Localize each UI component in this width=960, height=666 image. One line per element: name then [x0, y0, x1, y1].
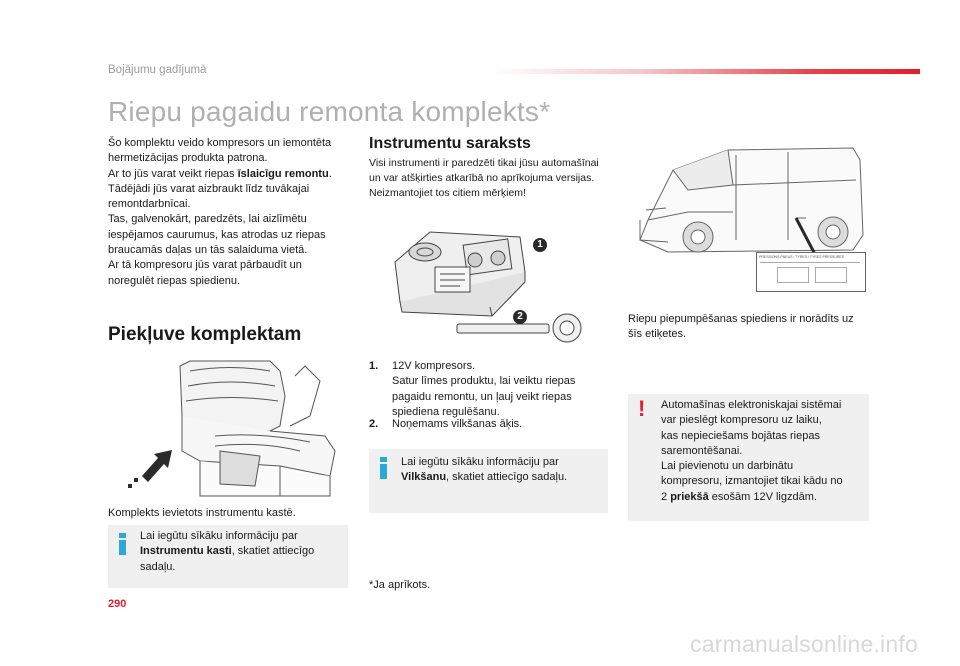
warning-note: [628, 394, 869, 521]
header-accent-line: [490, 69, 920, 74]
intro-paragraph: [108, 136, 348, 289]
footnote: *Ja aprīkots.: [369, 579, 431, 591]
tools-description: [369, 156, 609, 201]
intro-line: Tādējādi jūs varat aizbraukt līdz tuvākajai: [108, 182, 310, 195]
warning-line: Lai pievienotu un darbinātu: [661, 460, 794, 473]
note-line[interactable]: Instrumentu kasti, skatiet attiecīgo: [140, 545, 315, 558]
note-line: Lai iegūtu sīkāku informāciju par: [401, 456, 559, 468]
note-line: sadaļu.: [140, 560, 176, 573]
intro-line: iespējamos caurumus, kas atrodas uz riepas: [108, 228, 326, 241]
warning-line: Automašīnas elektroniskajai sistēmai: [661, 399, 842, 411]
access-caption: Komplekts ievietots instrumentu kastē.: [108, 507, 296, 519]
warning-icon: !: [638, 396, 646, 421]
info-icon: [379, 457, 389, 479]
intro-line: hermetizācijas produkta patrona.: [108, 152, 268, 165]
warning-line: var pieslēgt kompresoru uz laiku,: [661, 414, 822, 427]
info-icon: [118, 533, 128, 555]
tools-heading: Instrumentu saraksts: [369, 135, 531, 152]
tools-list: 1. 12V kompresors. Satur līmes produktu, lai veiktu riepas pagaidu remontu, un ļauj veikt riepas spiediena regulēšanu. 2. Noņemams vilkšanas āķis.: [369, 360, 576, 430]
tyre-label-text: PRESSIONS PNEUS / TYRES / TYRES PRESSURES: [759, 255, 845, 259]
warning-line: saremontēšanai.: [661, 444, 743, 457]
towing-info-note: [369, 449, 608, 513]
warning-line: kas nepieciešams bojātas riepas: [661, 429, 820, 442]
note-line: Lai iegūtu sīkāku informāciju par: [140, 530, 298, 542]
pressure-line: šīs etiķetes.: [628, 328, 687, 341]
intro-line: Šo komplektu veido kompresors un iemontēta: [108, 137, 332, 149]
intro-line: Tas, galvenokārt, paredzēts, lai aizlīmētu: [108, 213, 307, 226]
section-header: Bojājumu gadījumā: [108, 64, 207, 76]
watermark: carmanualsonline.info: [690, 631, 918, 657]
page-number: 290: [108, 598, 127, 610]
pressure-text: [628, 312, 873, 343]
intro-line: Ar to jūs varat veikt riepas īslaicīgu remontu.: [108, 167, 332, 180]
seat-storage-illustration: [120, 356, 350, 501]
intro-line: braucamās daļas un tās salaiduma vietā.: [108, 244, 308, 257]
pressure-line: Riepu piepumpēšanas spiediens ir norādīts uz: [628, 313, 854, 325]
tools-desc-line: Neizmantojiet tos citiem mērķiem!: [369, 187, 526, 199]
toolbox-info-note: [108, 525, 348, 588]
callout-2: 2: [513, 310, 527, 324]
intro-line: remontdarbnīcai.: [108, 198, 191, 211]
warning-line: 2 priekšā esošām 12V ligzdām.: [661, 490, 817, 503]
intro-line: noregulēt riepas spiedienu.: [108, 274, 241, 287]
tyre-pressure-label: [756, 252, 866, 292]
access-heading: Piekļuve komplektam: [108, 324, 302, 345]
intro-line: Ar tā kompresoru jūs varat pārbaudīt un: [108, 259, 302, 272]
tools-desc-line: Visi instrumenti ir paredzēti tikai jūsu automašīnai: [369, 157, 599, 169]
warning-line: kompresoru, izmantojiet tikai kādu no: [661, 475, 843, 488]
callout-1: 1: [533, 238, 547, 252]
note-line[interactable]: Vilkšanu, skatiet attiecīgo sadaļu.: [401, 471, 568, 484]
page-title: Riepu pagaidu remonta komplekts*: [108, 96, 551, 127]
tools-desc-line: un var atšķirties atkarībā no aprīkojuma versijas.: [369, 172, 595, 184]
